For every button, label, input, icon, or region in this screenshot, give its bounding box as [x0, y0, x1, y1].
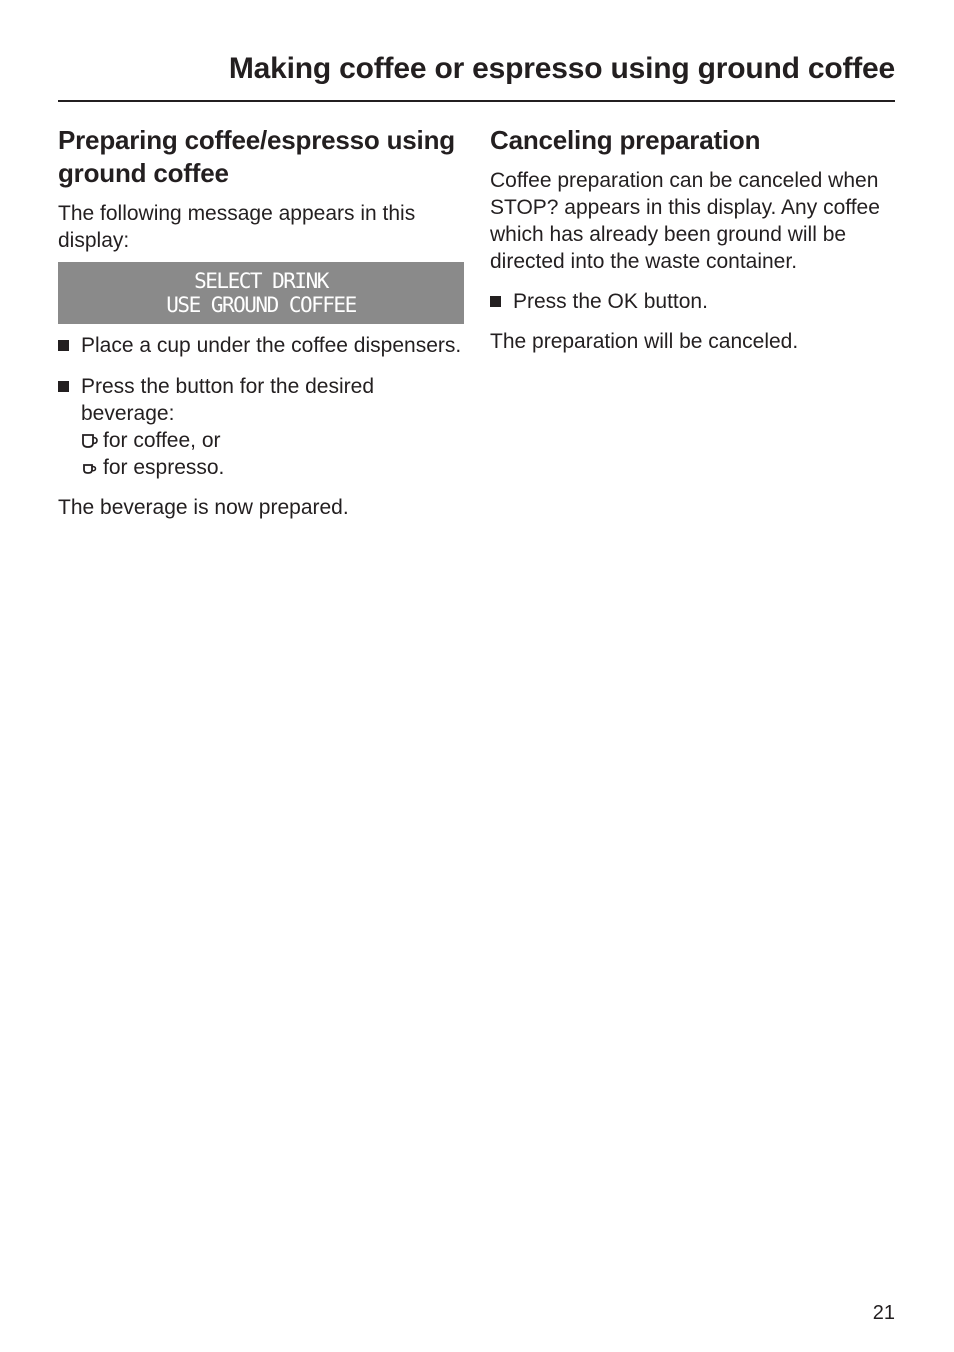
coffee-option-text: for coffee, or	[103, 429, 221, 452]
step-text: Press the button for the desired beverage:	[81, 375, 375, 425]
cancel-steps-list	[490, 288, 895, 315]
list-item	[58, 373, 464, 481]
cancel-result-text: The preparation will be canceled.	[490, 330, 799, 353]
display-line-1: SELECT DRINK	[194, 269, 328, 293]
list-item	[490, 288, 895, 315]
display-line-2: USE GROUND COFFEE	[166, 293, 356, 317]
bullet-square-icon	[58, 340, 69, 351]
section-heading-preparing: Preparing coffee/espresso using ground coffee	[58, 125, 455, 188]
espresso-option	[81, 454, 464, 481]
display-message	[58, 262, 464, 324]
page-number: 21	[872, 1302, 895, 1324]
section-heading-canceling: Canceling preparation	[490, 125, 761, 155]
result-text: The beverage is now prepared.	[58, 496, 349, 519]
bullet-square-icon	[58, 381, 69, 392]
intro-text: The following message appears in this display:	[58, 202, 416, 252]
step-text: Press the OK button.	[513, 290, 708, 313]
espresso-option-text: for espresso.	[103, 456, 225, 479]
bullet-square-icon	[490, 296, 501, 307]
coffee-option	[81, 427, 464, 454]
page-header	[58, 50, 895, 102]
steps-list	[58, 332, 464, 481]
section-preparing	[58, 124, 464, 521]
page-title: Making coffee or espresso using ground coffee	[228, 52, 895, 85]
step-text: Place a cup under the coffee dispensers.	[81, 334, 462, 357]
coffee-cup-icon	[81, 433, 99, 449]
section-canceling	[490, 124, 895, 355]
list-item	[58, 332, 464, 359]
espresso-cup-icon	[81, 460, 99, 476]
cancel-intro-text: Coffee preparation can be canceled when STOP? appears in this display. Any coffee which has already been ground will be directed into the waste container.	[490, 169, 880, 273]
